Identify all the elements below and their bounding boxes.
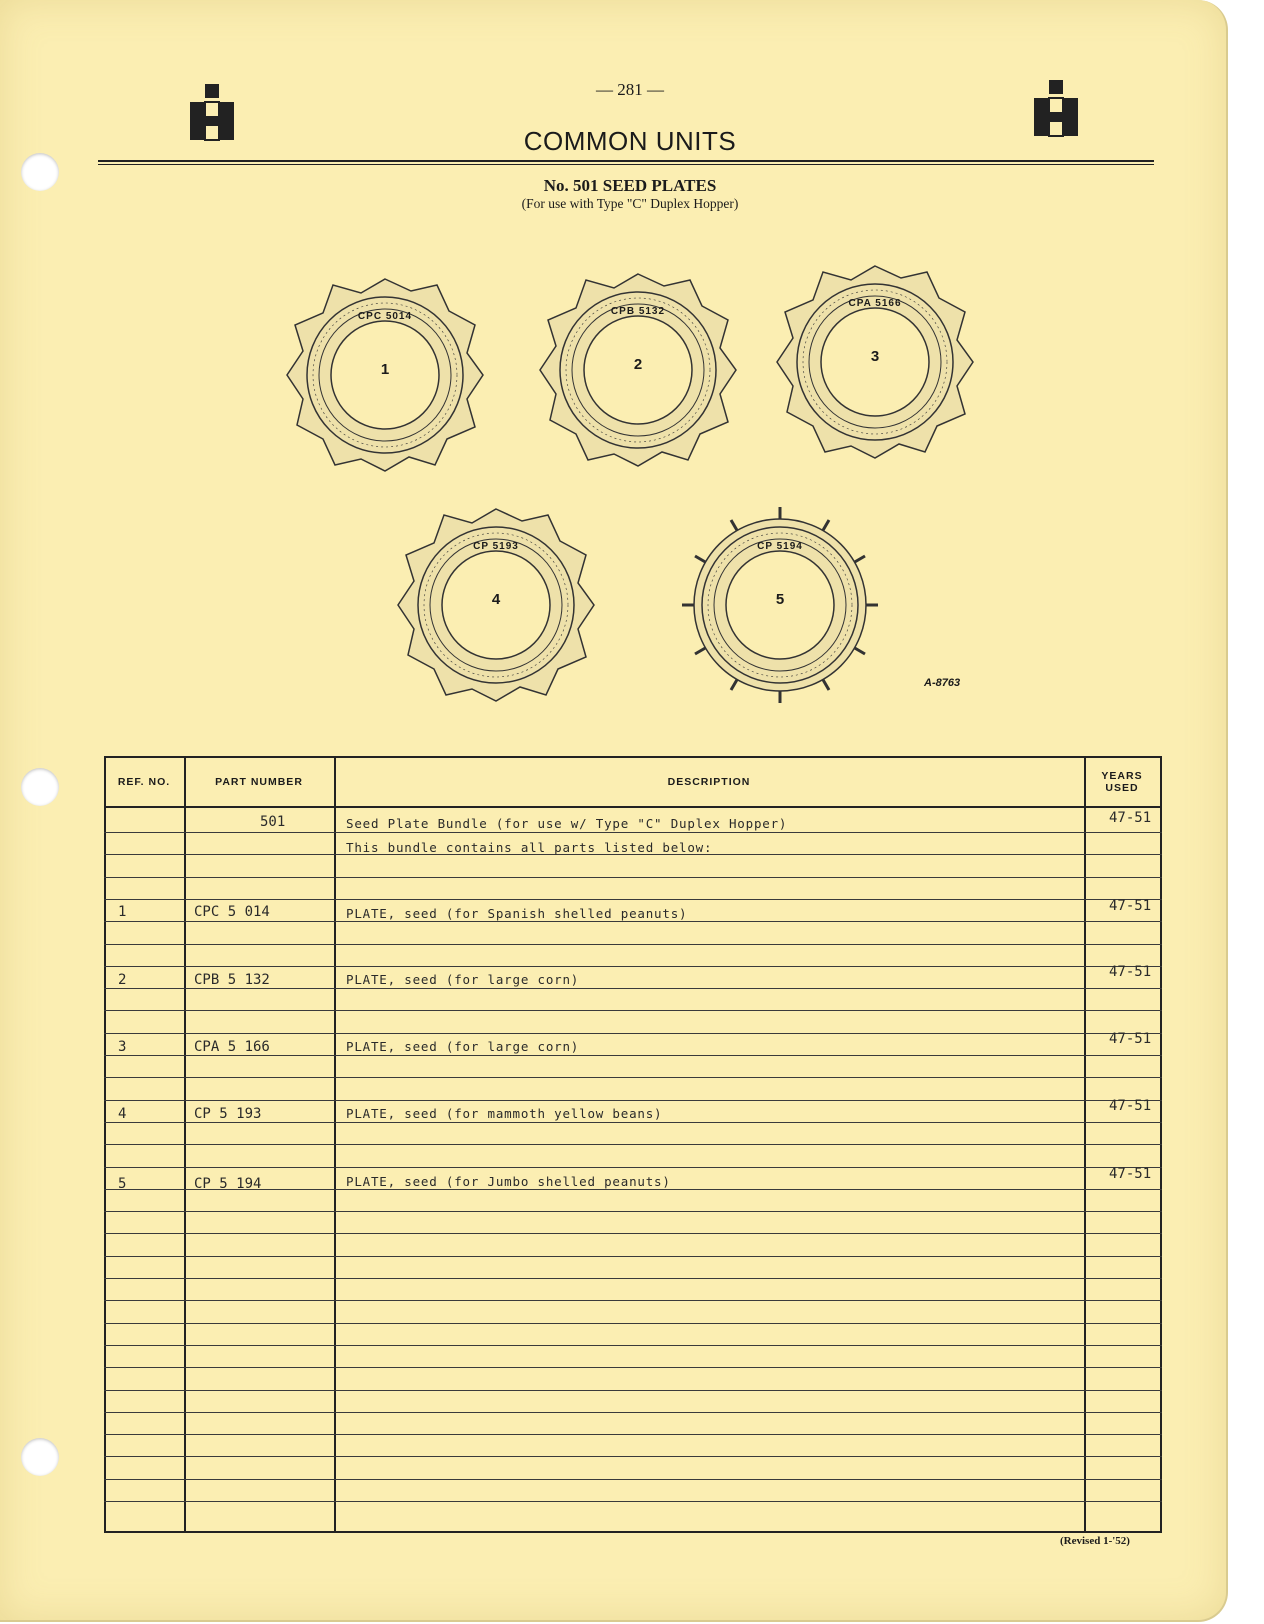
plate-code: CPC 5014 <box>357 311 413 322</box>
ih-logo-icon <box>188 82 236 142</box>
table-rule-line <box>104 1233 1162 1234</box>
table-rule-line <box>104 877 1162 878</box>
table-rule-line <box>104 1501 1162 1502</box>
column-header-years: YEARS USED <box>1101 770 1143 794</box>
table-rule-line <box>104 1367 1162 1368</box>
ref-cell: 5 <box>118 1176 127 1192</box>
part-number-cell: CPB 5 132 <box>194 972 270 988</box>
figure-number: 2 <box>633 356 643 373</box>
years-cell: 47-51 <box>1109 1098 1152 1114</box>
years-cell: 47-51 <box>1109 1166 1152 1182</box>
plate-code: CPB 5132 <box>610 306 666 317</box>
table-rule-line <box>104 988 1162 989</box>
part-number-cell: CPA 5 166 <box>194 1039 270 1055</box>
section-title: No. 501 SEED PLATES <box>543 176 717 195</box>
table-rule-line <box>104 1100 1162 1101</box>
description-cell: PLATE, seed (for large corn) <box>346 1039 580 1054</box>
ref-cell: 4 <box>118 1106 127 1122</box>
title-rule <box>98 160 1154 162</box>
title-rule <box>98 164 1154 165</box>
table-rule-line <box>104 1077 1162 1078</box>
table-rule-line <box>104 921 1162 922</box>
table-rule-line <box>104 1434 1162 1435</box>
description-cell: Seed Plate Bundle (for use w/ Type "C" Duplex Hopper) <box>346 816 788 831</box>
table-rule-line <box>104 1211 1162 1212</box>
table-rule-line <box>104 1055 1162 1056</box>
table-rule-line <box>104 1144 1162 1145</box>
description-cell: PLATE, seed (for Jumbo shelled peanuts) <box>346 1174 671 1189</box>
years-cell: 47-51 <box>1109 898 1152 914</box>
table-rule-line <box>104 1412 1162 1413</box>
table-rule-line <box>104 1278 1162 1279</box>
table-rule-line <box>104 944 1162 945</box>
section-note: (For use with Type "C" Duplex Hopper) <box>521 196 739 211</box>
table-rule-line <box>104 899 1162 900</box>
parts-table <box>104 756 1162 1533</box>
figure-number: 1 <box>380 361 390 378</box>
description-cell: PLATE, seed (for mammoth yellow beans) <box>346 1106 663 1121</box>
binder-hole <box>21 153 59 191</box>
part-number-cell: CPC 5 014 <box>194 904 270 920</box>
revision-note: (Revised 1-'52) <box>1060 1535 1130 1547</box>
years-cell: 47-51 <box>1109 1031 1152 1047</box>
seed-plate-figure <box>538 270 738 470</box>
column-header-part: PART NUMBER <box>215 776 303 788</box>
column-header-description: DESCRIPTION <box>667 776 751 788</box>
binder-hole <box>21 1438 59 1476</box>
table-rule-line <box>104 1256 1162 1257</box>
part-number-cell: CP 5 193 <box>194 1106 262 1122</box>
ref-cell: 2 <box>118 972 127 988</box>
plate-code: CP 5193 <box>473 541 519 552</box>
figure-number: 3 <box>870 348 880 365</box>
figure-code: A-8763 <box>924 677 961 689</box>
years-cell: 47-51 <box>1109 810 1152 826</box>
table-rule-line <box>104 1456 1162 1457</box>
figure-number: 4 <box>491 591 501 608</box>
seed-plate-figure <box>680 505 880 705</box>
description-cell: This bundle contains all parts listed below: <box>346 840 713 855</box>
table-rule-line <box>104 1479 1162 1480</box>
page-title: COMMON UNITS <box>523 126 737 156</box>
page-number: — 281 — <box>596 80 664 99</box>
plate-code: CPA 5166 <box>848 298 902 309</box>
binder-hole <box>21 768 59 806</box>
plate-code: CP 5194 <box>757 541 803 552</box>
years-cell: 47-51 <box>1109 964 1152 980</box>
seed-plate-figure <box>775 262 975 462</box>
table-rule-line <box>104 832 1162 833</box>
table-rule-line <box>104 1010 1162 1011</box>
table-rule-line <box>104 966 1162 967</box>
table-rule-line <box>104 1122 1162 1123</box>
ref-cell: 3 <box>118 1039 127 1055</box>
column-header-ref: REF. NO. <box>117 776 171 788</box>
description-cell: PLATE, seed (for large corn) <box>346 972 580 987</box>
seed-plate-figure <box>285 275 485 475</box>
figure-number: 5 <box>775 591 785 608</box>
table-rule-line <box>104 1323 1162 1324</box>
table-rule-line <box>104 1345 1162 1346</box>
table-rule-line <box>104 1167 1162 1168</box>
table-rule-line <box>104 1033 1162 1034</box>
part-number-cell: CP 5 194 <box>194 1176 262 1192</box>
ref-cell: 1 <box>118 904 127 920</box>
table-rule-line <box>104 1300 1162 1301</box>
table-rule-line <box>104 1390 1162 1391</box>
seed-plate-figure <box>396 505 596 705</box>
description-cell: PLATE, seed (for Spanish shelled peanuts) <box>346 906 688 921</box>
part-number-cell: 501 <box>260 814 286 830</box>
ih-logo-icon <box>1032 78 1080 138</box>
